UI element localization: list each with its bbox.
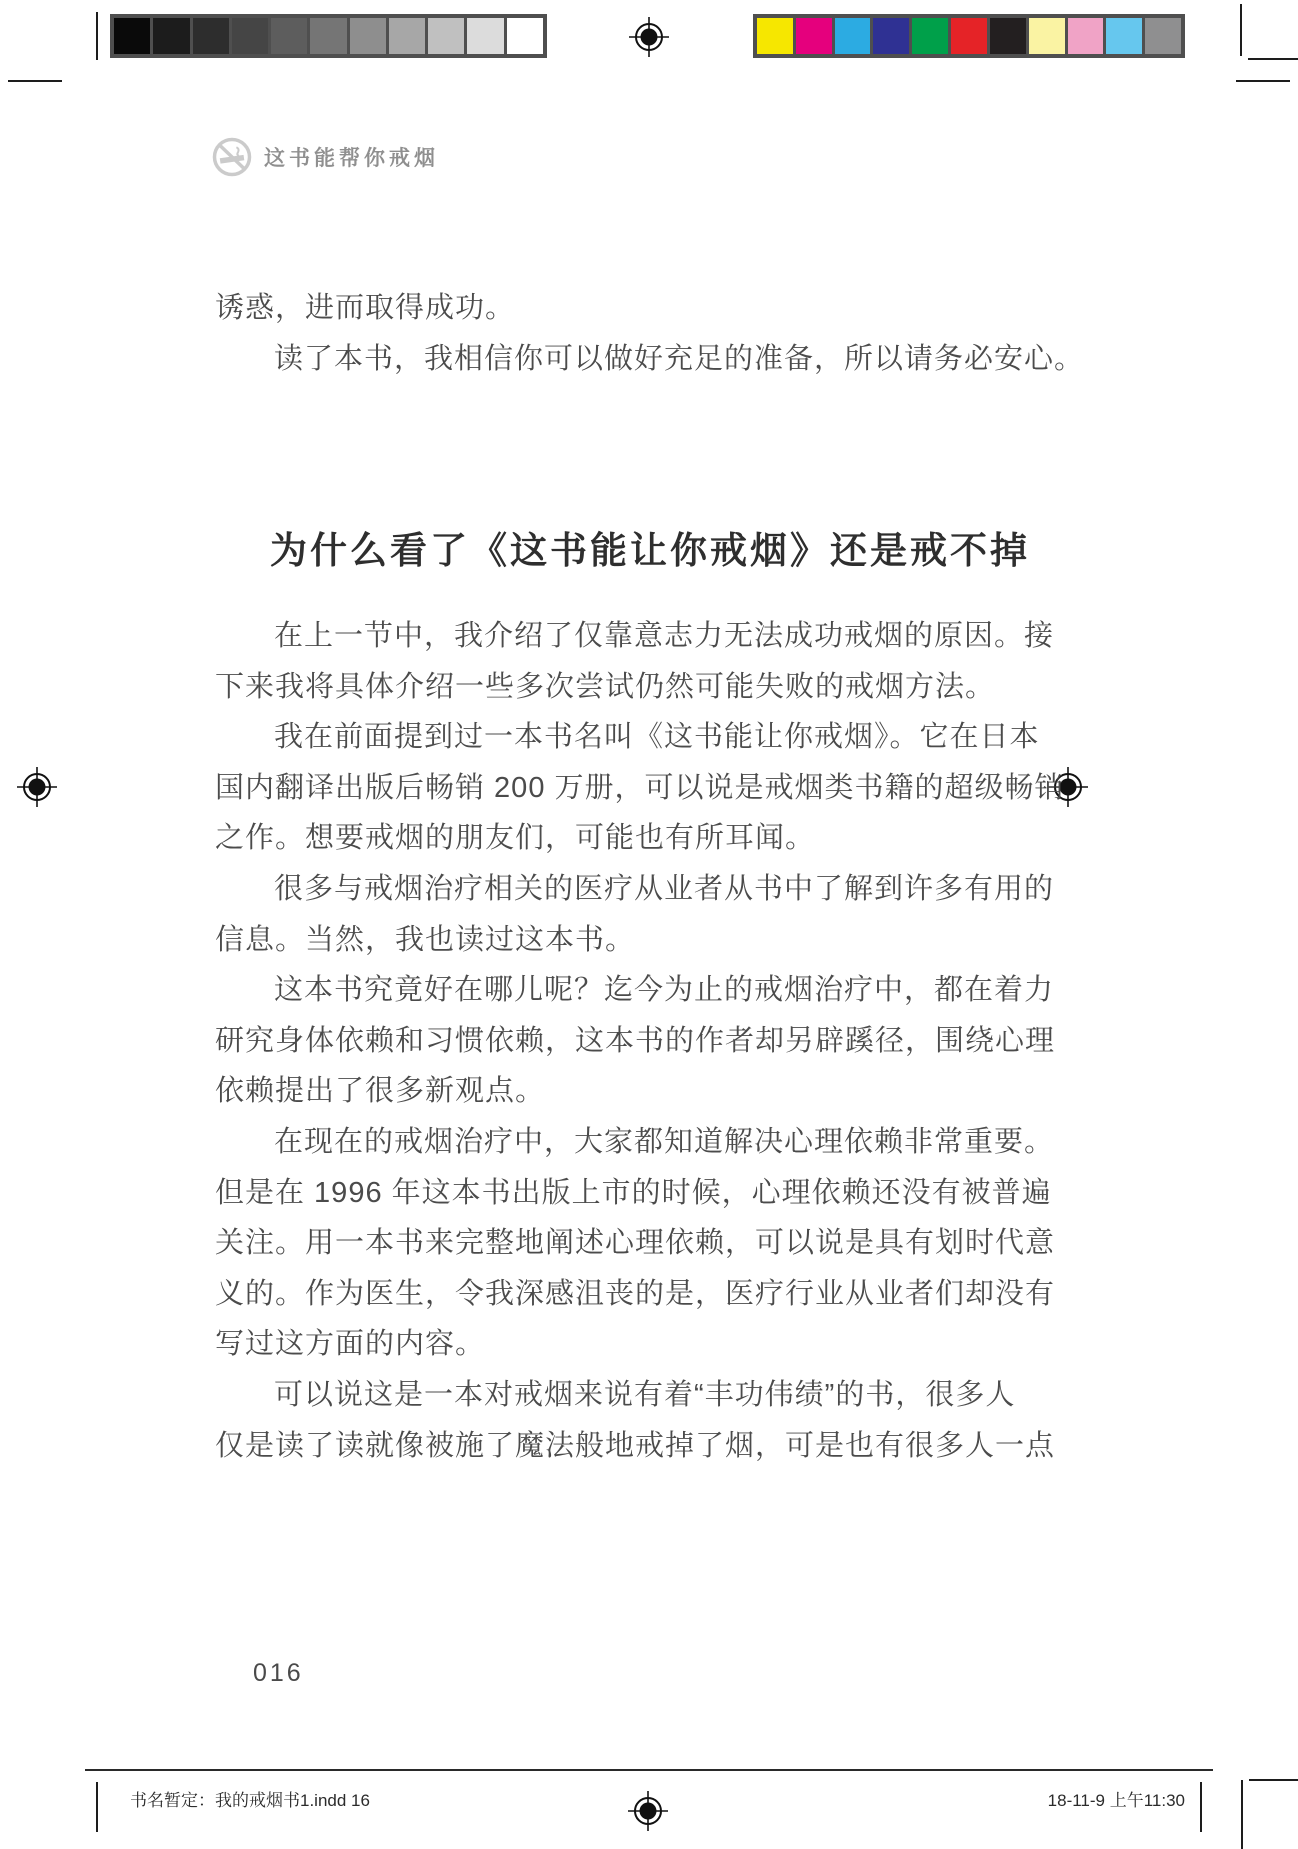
- calibration-swatch: [389, 18, 425, 54]
- crop-mark-bottom-left-vertical: [96, 1782, 98, 1832]
- calibration-swatch: [271, 18, 307, 54]
- crop-mark-top-right-horizontal-2: [1236, 80, 1290, 82]
- no-smoking-icon: [211, 136, 253, 178]
- calibration-swatch: [990, 18, 1026, 54]
- crop-mark-top-right-vertical: [1240, 4, 1242, 56]
- calibration-swatch: [507, 18, 543, 54]
- calibration-swatch: [310, 18, 346, 54]
- body-line: 写过这方面的内容。: [215, 1328, 486, 1361]
- section-heading: 为什么看了《这书能让你戒烟》还是戒不掉: [270, 531, 1030, 572]
- running-header-title: 这书能帮你戒烟: [264, 147, 439, 170]
- grayscale-calibration-bar: [110, 14, 547, 58]
- calibration-swatch: [951, 18, 987, 54]
- body-line: 依赖提出了很多新观点。: [215, 1075, 546, 1108]
- body-line: 义的。作为医生，令我深感沮丧的是，医疗行业从业者们却没有: [215, 1277, 1056, 1310]
- body-line: 仅是读了读就像被施了魔法般地戒掉了烟，可是也有很多人一点: [215, 1429, 1056, 1462]
- calibration-swatch: [796, 18, 832, 54]
- calibration-swatch: [193, 18, 229, 54]
- body-line: 关注。用一本书来完整地阐述心理依赖，可以说是具有划时代意: [215, 1227, 1056, 1260]
- calibration-swatch: [232, 18, 268, 54]
- calibration-swatch: [1068, 18, 1104, 54]
- footer-timestamp: 18-11-9 上午11:30: [1047, 1791, 1185, 1810]
- calibration-swatch: [835, 18, 871, 54]
- calibration-swatch: [428, 18, 464, 54]
- body-line: 信息。当然，我也读过这本书。: [215, 923, 636, 956]
- color-calibration-bar: [753, 14, 1185, 58]
- calibration-swatch: [467, 18, 503, 54]
- calibration-swatch: [114, 18, 150, 54]
- body-line: 下来我将具体介绍一些多次尝试仍然可能失败的戒烟方法。: [215, 670, 996, 703]
- body-line: 很多与戒烟治疗相关的医疗从业者从书中了解到许多有用的: [274, 872, 1055, 905]
- calibration-swatch: [1145, 18, 1181, 54]
- crop-mark-top-left-horizontal: [8, 80, 62, 82]
- calibration-swatch: [912, 18, 948, 54]
- calibration-swatch: [1106, 18, 1142, 54]
- body-line: 可以说这是一本对戒烟来说有着“丰功伟绩”的书，很多人: [274, 1378, 1016, 1411]
- body-line: 诱惑，进而取得成功。: [215, 292, 516, 324]
- registration-mark-top: [629, 17, 669, 57]
- registration-mark-left: [17, 767, 57, 807]
- body-line: 我在前面提到过一本书名叫《这书能让你戒烟》。它在日本: [274, 721, 1040, 754]
- calibration-swatch: [350, 18, 386, 54]
- crop-mark-bottom-right-edge-vertical: [1241, 1780, 1243, 1849]
- body-line: 这本书究竟好在哪儿呢？迄今为止的戒烟治疗中，都在着力: [274, 974, 1055, 1007]
- body-line: 在上一节中，我介绍了仅靠意志力无法成功戒烟的原因。接: [274, 620, 1055, 652]
- calibration-swatch: [153, 18, 189, 54]
- body-line: 国内翻译出版后畅销 200 万册，可以说是戒烟类书籍的超级畅销: [215, 771, 1065, 804]
- body-line: 在现在的戒烟治疗中，大家都知道解决心理依赖非常重要。: [274, 1125, 1055, 1158]
- body-line: 之作。想要戒烟的朋友们，可能也有所耳闻。: [215, 822, 816, 855]
- crop-mark-bottom-right-vertical: [1200, 1782, 1202, 1832]
- body-line: 读了本书，我相信你可以做好充足的准备，所以请务必安心。: [274, 342, 1085, 375]
- crop-mark-top-right-horizontal: [1248, 58, 1298, 60]
- registration-mark-bottom: [628, 1791, 668, 1831]
- page-number: 016: [253, 1659, 304, 1687]
- body-line: 但是在 1996 年这本书出版上市的时候，心理依赖还没有被普遍: [215, 1176, 1052, 1209]
- calibration-swatch: [873, 18, 909, 54]
- footer-document-name: 书名暂定：我的戒烟书1.indd 16: [130, 1791, 370, 1810]
- footer-rule: [85, 1769, 1213, 1771]
- crop-mark-bottom-right-horizontal: [1249, 1779, 1298, 1781]
- body-copy: [215, 611, 1115, 1471]
- calibration-swatch: [757, 18, 793, 54]
- intro-paragraph: [215, 283, 1115, 384]
- crop-mark-top-left-vertical: [96, 12, 98, 60]
- body-line: 研究身体依赖和习惯依赖，这本书的作者却另辟蹊径，围绕心理: [215, 1024, 1056, 1057]
- calibration-swatch: [1029, 18, 1065, 54]
